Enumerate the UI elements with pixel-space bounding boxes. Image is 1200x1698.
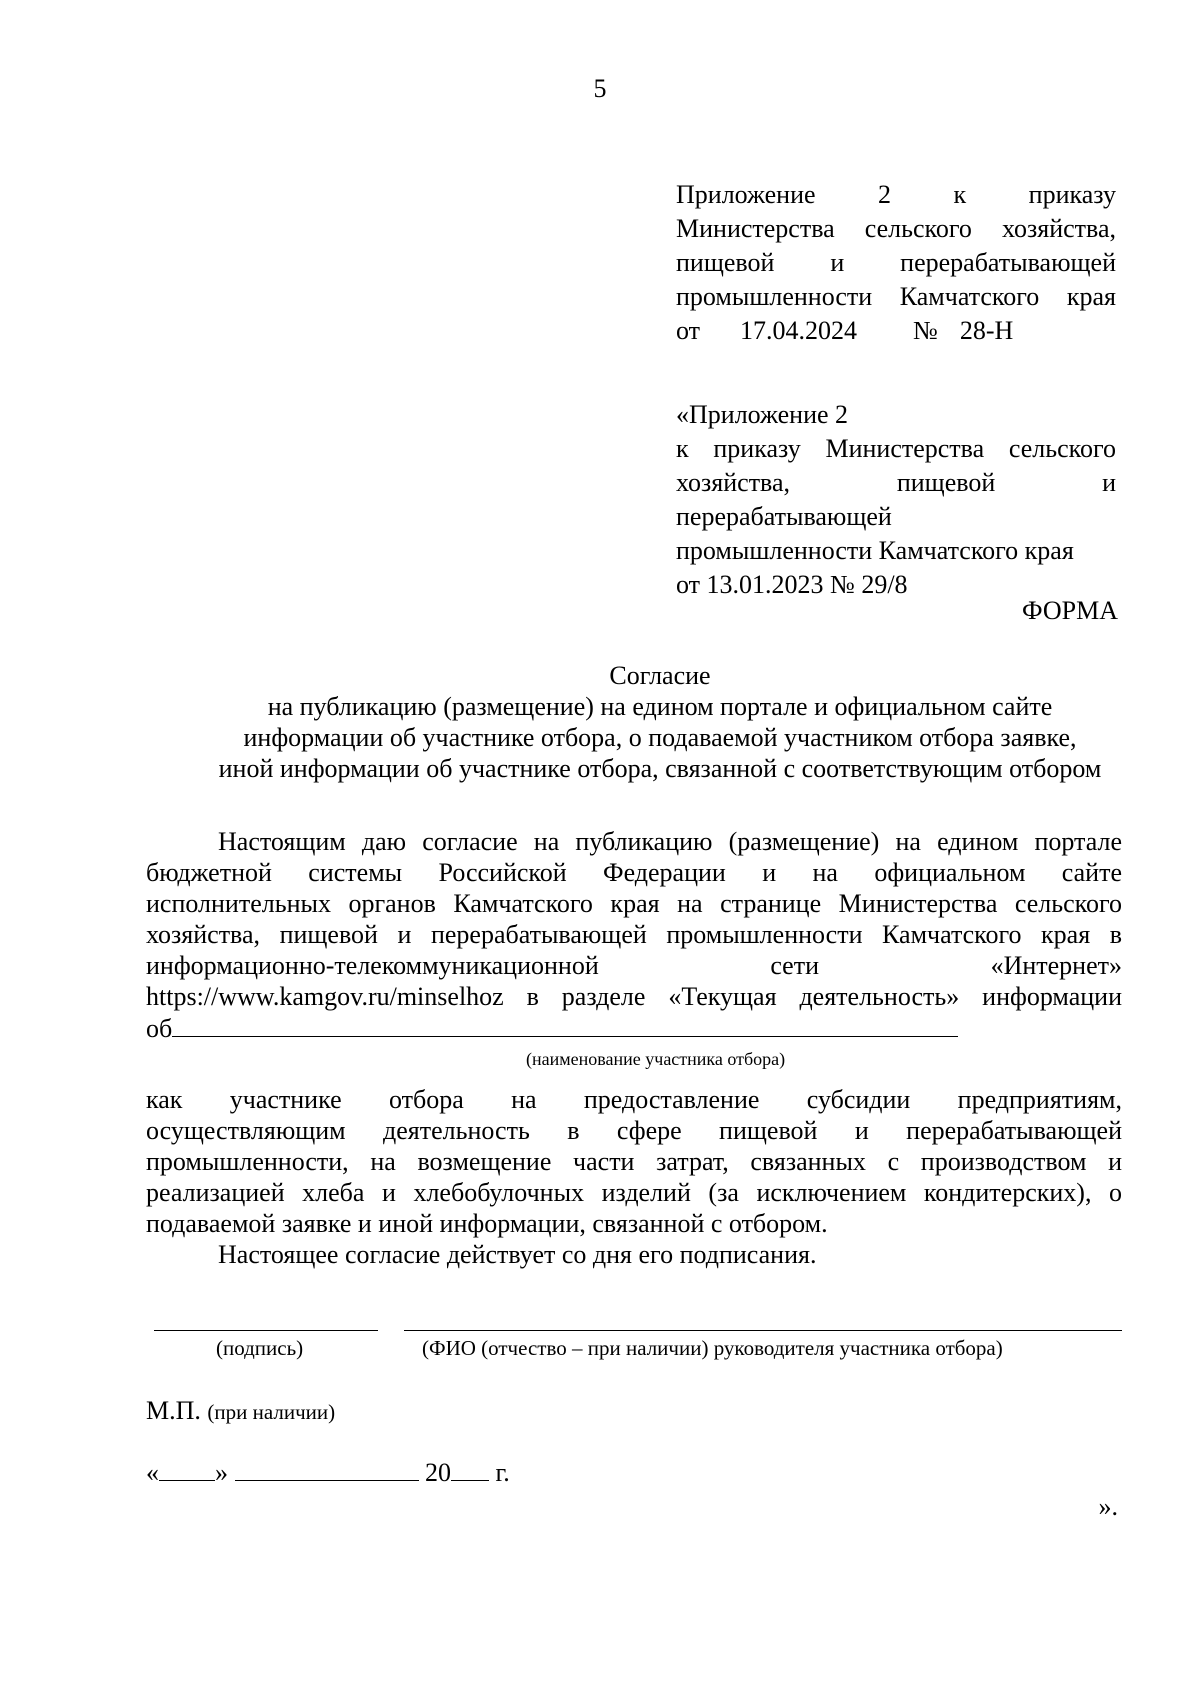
quoted-appendix-line: от 13.01.2023 № 29/8 <box>676 570 908 599</box>
consent-paragraph-1 <box>146 826 1122 1044</box>
consent-paragraph-2 <box>146 1084 1122 1270</box>
paragraph-line: информационно-телекоммуникационной сети «Интернет» <box>146 951 1122 980</box>
day-field[interactable] <box>159 1456 215 1481</box>
closing-quote: ». <box>1098 1492 1118 1521</box>
validity-statement: Настоящее согласие действует со дня его подписания. <box>218 1240 817 1269</box>
ob-word: об <box>146 1014 173 1043</box>
stamp-line <box>146 1396 335 1426</box>
stamp-note: (при наличии) <box>207 1400 336 1424</box>
quoted-appendix-line: перерабатывающей <box>676 502 892 531</box>
paragraph-line: подаваемой заявке и иной информации, связанной с отбором. <box>146 1209 828 1238</box>
appendix-header-line: Министерства сельского хозяйства, <box>676 214 1116 243</box>
title-line: Согласие <box>609 661 711 690</box>
quoted-appendix-line: «Приложение 2 <box>676 400 849 429</box>
stamp-label: М.П. <box>146 1396 201 1425</box>
participant-name-line <box>146 1012 1122 1044</box>
title-line: на публикацию (размещение) на едином портале и официальном сайте <box>267 692 1053 721</box>
paragraph-line: бюджетной системы Российской Федерации и на официальном сайте <box>146 858 1122 887</box>
quoted-appendix-line: хозяйства, пищевой и <box>676 468 1116 497</box>
month-field[interactable] <box>235 1456 419 1481</box>
order-number: 28-Н <box>959 316 1014 345</box>
paragraph-line: Настоящим даю согласие на публикацию (размещение) на едином портале <box>218 827 1122 856</box>
paragraph-line: как участнике отбора на предоставление субсидии предприятиям, <box>146 1085 1122 1114</box>
date-open-quote: « <box>146 1458 159 1487</box>
full-name-caption: (ФИО (отчество – при наличии) руководителя участника отбора) <box>422 1336 1003 1360</box>
quoted-appendix-line: к приказу Министерства сельского <box>676 434 1116 463</box>
date-close-quote: » <box>215 1458 228 1487</box>
appendix-header-line: Приложение 2 к приказу <box>676 180 1116 209</box>
paragraph-line: хозяйства, пищевой и перерабатывающей промышленности Камчатского края в <box>146 920 1122 949</box>
consent-title <box>60 660 1200 784</box>
participant-name-field[interactable] <box>172 1012 958 1037</box>
appendix-header-line: промышленности Камчатского края <box>676 282 1116 311</box>
signature-field[interactable] <box>154 1330 378 1331</box>
paragraph-line: https://www.kamgov.ru/minselhoz в разделе «Текущая деятельность» информации <box>146 982 1122 1011</box>
paragraph-line: реализацией хлеба и хлебобулочных изделий (за исключением кондитерских), о <box>146 1178 1122 1207</box>
form-label: ФОРМА <box>1022 596 1118 625</box>
paragraph-line: осуществляющим деятельность в сфере пищевой и перерабатывающей <box>146 1116 1122 1145</box>
signature-caption: (подпись) <box>216 1336 304 1360</box>
full-name-field[interactable] <box>404 1330 1122 1331</box>
participant-name-caption: (наименование участника отбора) <box>526 1049 786 1069</box>
title-line: иной информации об участнике отбора, связанной с соответствующим отбором <box>218 754 1102 783</box>
paragraph-line: исполнительных органов Камчатского края на странице Министерства сельского <box>146 889 1122 918</box>
title-line: информации об участнике отбора, о подаваемой участником отбора заявке, <box>243 723 1077 752</box>
page-number: 5 <box>593 74 607 103</box>
number-sign: № <box>913 316 938 345</box>
order-date-number-line <box>676 314 1116 348</box>
year-suffix: г. <box>495 1458 510 1487</box>
year-field[interactable] <box>451 1456 489 1481</box>
signing-date-line <box>146 1456 510 1488</box>
paragraph-line: промышленности, на возмещение части затрат, связанных с производством и <box>146 1147 1122 1176</box>
appendix-header-line: пищевой и перерабатывающей <box>676 248 1116 277</box>
appendix-header <box>676 178 1116 348</box>
year-century: 20 <box>425 1458 451 1487</box>
order-date: 17.04.2024 <box>740 316 858 345</box>
date-prefix: от <box>676 316 701 345</box>
quoted-appendix <box>676 398 1116 602</box>
quoted-appendix-line: промышленности Камчатского края <box>676 536 1074 565</box>
